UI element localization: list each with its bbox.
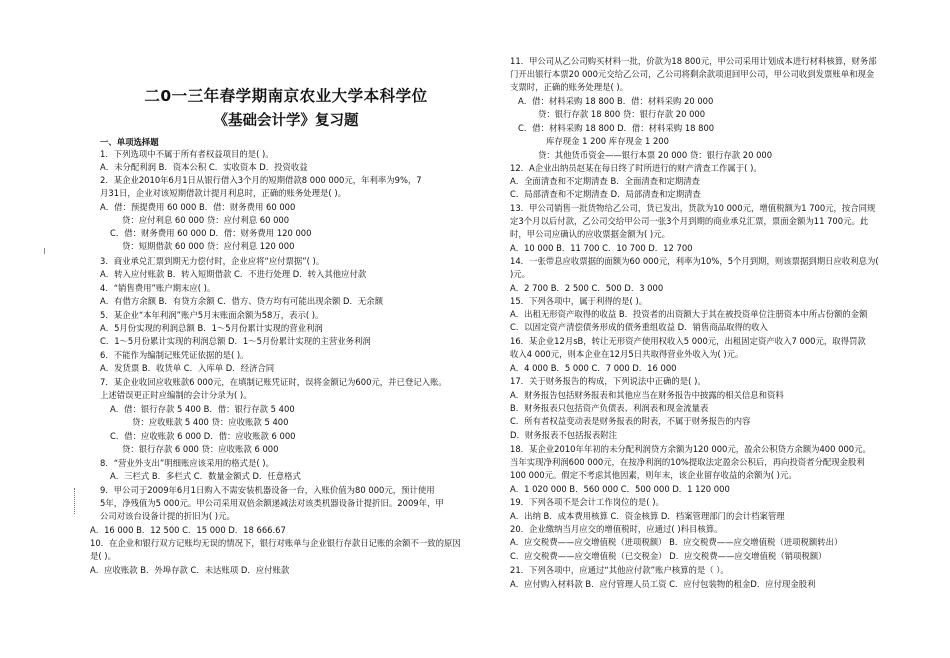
text-line: A．5月份实现的利润总额 B．1～5月份累计实现的营业利润 <box>100 323 323 333</box>
text-line: 12．A企业出纳员赵某在每日终了时所进行的财产清查工作属于( )。 <box>510 163 762 173</box>
text-line: 一、单项选择题 <box>100 137 159 147</box>
text-line: C．以固定资产清偿债务形成的债务重组收益 D．销售商品取得的收入 <box>510 322 768 332</box>
text-line: 贷：银行存款 18 800 贷：银行存款 20 000 <box>538 109 706 119</box>
text-line: A．出租无形资产取得的收益 B．投资者的出资额大于其在被投资单位注册资本中所占份额的金额 <box>510 309 868 319</box>
text-line: 时，甲公司应确认的应收票据金额为( )元。 <box>510 229 670 239</box>
text-line: A．财务报告包括财务报表和其他应当在财务报告中披露的相关信息和资料 <box>510 390 784 400</box>
text-line: B．财务报表只包括资产负债表、利润表和现金流量表 <box>510 403 709 413</box>
text-line: A．全面清查和不定期清查 B．全面清查和定期清查 <box>510 176 701 186</box>
text-line: 贷：应收账款 5 400 贷：应收账款 5 400 <box>132 417 289 427</box>
text-line: 月31日，企业对该短期借款计提月利息时，正确的账务处理是( )。 <box>100 188 346 198</box>
text-line: A．三栏式 B．多栏式 C．数量金额式 D．任意格式 <box>110 471 301 481</box>
text-line: 13．甲公司销售一批货物给乙公司，货已发出，货款为10 000元，增值税额为1 700元，按合同规 <box>510 203 876 213</box>
margin-mark <box>44 248 45 254</box>
text-line: 当年实现净利润600 000元，在按净利润的10%提取法定盈余公积后，再向投资者分配现金股利 <box>510 457 865 467</box>
text-line: A．4 000 B．5 000 C．7 000 D．16 000 <box>510 363 677 373</box>
text-line: A．应收账款 B．外埠存款 C．未达账项 D．应付账款 <box>90 565 290 575</box>
text-line: A．发货票 B．收货单 C．入库单 D．经济合同 <box>100 363 275 373</box>
text-line: 2．某企业2010年6月1日从银行借入3个月的短期借款8 000 000元，年利率为9%，7 <box>100 175 422 185</box>
text-line: A．应付购入材料款 B．应付管理人员工资 C．应付包装物的租金D．应付现金股利 <box>510 579 816 589</box>
text-line: 定3个月以后付款，乙公司交给甲公司一张3个月到期的商业承兑汇票，票面金额为11 700元。此 <box>510 216 869 226</box>
text-line: 19．下列各项不是会计工作岗位的是( )。 <box>510 497 664 507</box>
text-line: 14．一张带息应收票据的面额为60 000元，利率为10%，5个月到期，则该票据到期日应收利息为( <box>510 256 879 266</box>
text-line: 收入4 000元，则本企业在12月5日共取得营业外收入为( )元。 <box>510 349 744 359</box>
text-line: C．借：应收账款 6 000 D．借：应收账款 6 000 <box>110 431 296 441</box>
text-line: C．应交税费——应交增值税（已交税金） D．应交税费——应交增值税（销项税额） <box>510 551 827 561</box>
text-line: C．借：财务费用 60 000 D．借：财务费用 120 000 <box>110 228 312 238</box>
text-line: C．借：材料采购 18 800 D．借：材料采购 18 800 <box>518 123 715 133</box>
text-line: 9．甲公司于2009年6月1日购入不需安装机器设备一台，入账价值为80 000元，预计使用 <box>100 485 435 495</box>
text-line: 21．下列各项中，应通过“其他应付款”账户核算的是（ ）。 <box>510 565 729 575</box>
text-line: A．出纳 B．成本费用核算 C．资金核算 D．档案管理部门的会计档案管理 <box>510 511 785 521</box>
text-line: 公司对该台设备计提的折旧为( )元。 <box>100 511 235 521</box>
text-line: A．16 000 B．12 500 C．15 000 D．18 666.67 <box>90 525 286 535</box>
text-line: A．有借方余额 B．有贷方余额 C．借方、贷方均有可能出现余额 D．无余额 <box>100 296 384 306</box>
binding-line <box>74 488 76 514</box>
text-line: 1．下列选项中不属于所有者权益项目的是( )。 <box>100 149 274 159</box>
text-line: A．应交税费——应交增值税（进项税额） B．应交税费——应交增值税（进项税额转出） <box>510 537 843 547</box>
text-line: 8．“营业外支出”明细账应该采用的格式是( )。 <box>100 458 274 468</box>
text-line: 6．不能作为编制记账凭证依据的是( )。 <box>100 350 249 360</box>
text-line: 17．关于财务报告的构成，下列说法中正确的是( )。 <box>510 376 706 386</box>
text-line: 上述错误更正时应编制的会计分录为( )。 <box>100 390 252 400</box>
text-line: 20．企业缴纳当月应交的增值税时，应通过( )科目核算。 <box>510 524 723 534</box>
text-line: 100 000元。假定不考虑其他因素，则年末，该企业留存收益的余额为( )元。 <box>510 470 797 480</box>
text-line: A．10 000 B．11 700 C．10 700 D．12 700 <box>510 243 693 253</box>
text-line: 18．某企业2010年年初的未分配利润贷方余额为120 000元，盈余公积贷方余额为400 000元。 <box>510 444 871 454</box>
text-line: 11．甲公司从乙公司购买材料一批，价款为18 800元，甲公司采用计划成本进行材料核算，财务部 <box>510 56 877 66</box>
text-line: 贷：短期借款 60 000 贷：应付利息 120 000 <box>122 241 295 251</box>
text-line: A．未分配利润 B．资本公积 C．实收资本 D．投资收益 <box>100 162 308 172</box>
text-line: C．所有者权益变动表是财务报表的附表，不属于财务报告的内容 <box>510 416 751 426</box>
text-line: 16．某企业12月sB，转让无形资产使用权收入5 000元，出租固定资产收入7 000元，取得罚款 <box>510 336 866 346</box>
text-line: 库存现金 1 200 库存现金 1 200 <box>546 136 669 146</box>
text-line: 10．在企业和银行双方记账均无误的情况下，银行对账单与企业银行存款日记账的余额不一致的原因 <box>90 538 461 548</box>
document-subtitle: 《基础会计学》复习题 <box>213 113 359 129</box>
text-line: 贷：应付利息 60 000 贷：应付利息 60 000 <box>122 215 290 225</box>
text-line: 15．下列各项中，属于利得的是( )。 <box>510 296 648 306</box>
text-line: 贷：其他货币资金——银行本票 20 000 贷：银行存款 20 000 <box>538 150 773 160</box>
document-title: 二0一三年春学期南京农业大学本科学位 <box>144 87 428 105</box>
text-line: A．转入应付账款 B．转入短期借款 C．不进行处理 D．转入其他应付款 <box>100 269 367 279</box>
text-line: D．财务报表不包括报表附注 <box>510 430 617 440</box>
text-line: 5年，净残值为5 000元。甲公司采用双倍余额递减法对该类机器设备计提折旧。2009年，甲 <box>100 498 444 508</box>
text-line: C．局部清查和不定期清查 D．局部清查和定期清查 <box>510 189 701 199</box>
text-line: 4．“销售费用”账户期末应( )。 <box>100 283 216 293</box>
text-line: C．1～5月份累计实现的利润总额 D．1～5月份累计实现的主营业务利润 <box>100 336 371 346</box>
text-line: 是( )。 <box>90 551 116 561</box>
text-line: 门开出银行本票20 000元交给乙公司，乙公司将剩余款项退回甲公司，甲公司收到发票账单和现金 <box>510 69 875 79</box>
text-line: A．1 020 000 B．560 000 C．500 000 D．1 120 000 <box>510 484 730 494</box>
text-line: 贷：银行存款 6 000 贷：应收账款 6 000 <box>122 444 279 454</box>
text-line: A．借：预提费用 60 000 B．借：财务费用 60 000 <box>100 202 296 212</box>
text-line: A．借：材料采购 18 800 B．借：材料采购 20 000 <box>518 96 714 106</box>
text-line: 支票时，正确的账务处理是( )。 <box>510 82 629 92</box>
text-line: A．借：银行存款 5 400 B．借：银行存款 5 400 <box>110 404 295 414</box>
text-line: A．2 700 B．2 500 C．500 D．3 000 <box>510 283 664 293</box>
text-line: )元。 <box>510 269 531 279</box>
text-line: 3．商业承兑汇票到期无力偿付时，企业应将“应付票据”( )。 <box>100 256 325 266</box>
text-line: 5．某企业“本年利润”账户5月末账面余额为58万，表示( )。 <box>100 310 324 320</box>
text-line: 7．某企业收回应收账款6 000元，在填制记账凭证时，误将金额记为600元，并已登记入账。 <box>100 377 447 387</box>
